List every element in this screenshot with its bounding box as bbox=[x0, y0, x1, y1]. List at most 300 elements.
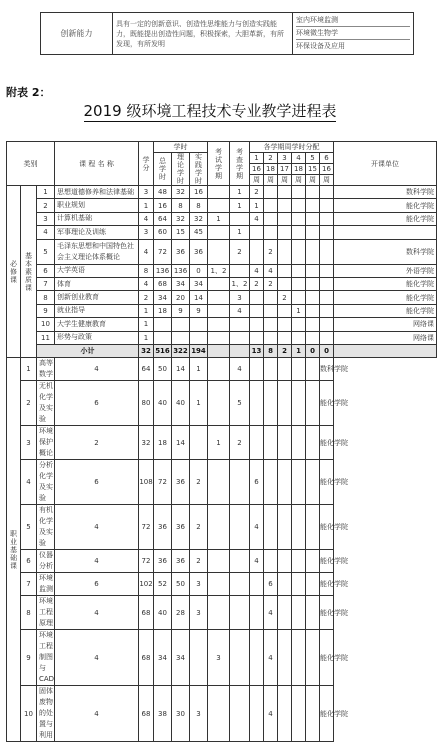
exam-term bbox=[190, 426, 208, 460]
header-course-name: 课 程 名 称 bbox=[55, 142, 139, 186]
header-practice: 实践学时 bbox=[190, 153, 208, 186]
header-term: 2 bbox=[264, 153, 278, 164]
term1: 2 bbox=[250, 277, 264, 290]
term1 bbox=[230, 630, 250, 686]
term4 bbox=[278, 358, 292, 381]
check-term bbox=[230, 264, 250, 277]
course-name: 就业指导 bbox=[55, 304, 139, 317]
theory-hours: 72 bbox=[154, 460, 172, 505]
total-hours: 68 bbox=[139, 630, 154, 686]
term1 bbox=[250, 226, 264, 239]
course-name: 体育 bbox=[55, 277, 139, 290]
term3 bbox=[278, 226, 292, 239]
term5 bbox=[292, 573, 306, 596]
course-name: 无机化学及实验 bbox=[37, 381, 55, 426]
term5 bbox=[292, 686, 306, 742]
dept: 能化学院 bbox=[334, 291, 437, 304]
term4 bbox=[292, 239, 306, 264]
row-number: 5 bbox=[37, 239, 55, 264]
credits: 4 bbox=[139, 212, 154, 225]
table-row bbox=[7, 304, 437, 317]
header-distribution: 各学期周学时分配 bbox=[250, 142, 334, 153]
practice-hours: 34 bbox=[190, 277, 208, 290]
term6 bbox=[320, 291, 334, 304]
header-weeks: 18 bbox=[292, 164, 306, 175]
total-hours: 72 bbox=[139, 505, 154, 550]
practice-hours: 8 bbox=[190, 199, 208, 212]
row-number: 4 bbox=[37, 226, 55, 239]
table-row bbox=[7, 186, 437, 199]
theory-hours: 136 bbox=[172, 264, 190, 277]
term2 bbox=[250, 573, 264, 596]
total-hours: 68 bbox=[139, 686, 154, 742]
term2 bbox=[264, 212, 278, 225]
practice-hours: 34 bbox=[172, 630, 190, 686]
credits: 3 bbox=[139, 186, 154, 199]
term1 bbox=[250, 318, 264, 331]
credits: 4 bbox=[55, 596, 139, 630]
course-name: 环境保护概论 bbox=[37, 426, 55, 460]
total-hours: 80 bbox=[139, 381, 154, 426]
row-number: 1 bbox=[37, 186, 55, 199]
exam-term: 3 bbox=[190, 596, 208, 630]
term2 bbox=[264, 199, 278, 212]
check-term: 1 bbox=[230, 199, 250, 212]
header-weeks: 16 bbox=[320, 164, 334, 175]
table-row bbox=[7, 331, 437, 344]
header-term: 4 bbox=[292, 153, 306, 164]
header-term: 6 bbox=[320, 153, 334, 164]
term3 bbox=[264, 460, 278, 505]
header-term: 3 bbox=[278, 153, 292, 164]
course-name: 固体废物的处置与利用 bbox=[37, 686, 55, 742]
header-week-unit: 周 bbox=[264, 175, 278, 186]
subtotal-row bbox=[7, 344, 437, 357]
row-number: 9 bbox=[21, 630, 37, 686]
course-name: 大学生健康教育 bbox=[55, 318, 139, 331]
row-number: 3 bbox=[37, 212, 55, 225]
subtotal-check bbox=[230, 344, 250, 357]
table-row bbox=[7, 505, 437, 550]
term2: 2 bbox=[264, 239, 278, 264]
table-row bbox=[7, 596, 437, 630]
table-row bbox=[7, 686, 437, 742]
term5 bbox=[292, 630, 306, 686]
practice-hours: 30 bbox=[172, 686, 190, 742]
theory-hours: 34 bbox=[172, 277, 190, 290]
header-check-term: 考查学期 bbox=[230, 142, 250, 186]
practice-hours: 36 bbox=[172, 550, 190, 573]
credits: 4 bbox=[139, 277, 154, 290]
total-hours: 72 bbox=[154, 239, 172, 264]
theory-hours: 36 bbox=[154, 505, 172, 550]
table-row bbox=[7, 381, 437, 426]
table-row bbox=[7, 226, 437, 239]
course-name: 环境工程制图与 CAD bbox=[37, 630, 55, 686]
term3: 4 bbox=[264, 596, 278, 630]
term4 bbox=[292, 331, 306, 344]
row-number: 10 bbox=[21, 686, 37, 742]
dept: 数科学院 bbox=[334, 186, 437, 199]
term5 bbox=[306, 291, 320, 304]
theory-hours: 40 bbox=[154, 596, 172, 630]
dept: 能化学院 bbox=[334, 212, 437, 225]
term4 bbox=[278, 596, 292, 630]
term2 bbox=[264, 331, 278, 344]
header-week-unit: 周 bbox=[250, 175, 264, 186]
exam-term: 1 bbox=[190, 358, 208, 381]
term3 bbox=[278, 239, 292, 264]
exam-term bbox=[208, 239, 230, 264]
check-term: 4 bbox=[230, 304, 250, 317]
theory-hours: 36 bbox=[154, 550, 172, 573]
practice-hours: 36 bbox=[190, 239, 208, 264]
total-hours: 32 bbox=[139, 426, 154, 460]
header-term: 1 bbox=[250, 153, 264, 164]
check-term: 3 bbox=[230, 291, 250, 304]
table-row bbox=[7, 358, 437, 381]
subtotal-t2: 8 bbox=[264, 344, 278, 357]
total-hours: 18 bbox=[154, 304, 172, 317]
table-row bbox=[7, 630, 437, 686]
table-row bbox=[7, 291, 437, 304]
dept: 数科学院 bbox=[320, 358, 334, 381]
credits: 4 bbox=[55, 686, 139, 742]
term6 bbox=[306, 686, 320, 742]
exam-term bbox=[208, 318, 230, 331]
dept: 能化学院 bbox=[334, 277, 437, 290]
dept: 能化学院 bbox=[320, 460, 334, 505]
theory-hours: 50 bbox=[154, 358, 172, 381]
competency-row bbox=[41, 13, 414, 55]
practice-hours: 14 bbox=[172, 358, 190, 381]
credits: 1 bbox=[139, 304, 154, 317]
term1 bbox=[230, 573, 250, 596]
theory-hours: 20 bbox=[172, 291, 190, 304]
table-row bbox=[7, 277, 437, 290]
header-hours: 学时 bbox=[154, 142, 208, 153]
teaching-plan-table bbox=[6, 141, 437, 742]
theory-hours: 36 bbox=[172, 239, 190, 264]
term2 bbox=[250, 381, 264, 426]
term5 bbox=[306, 239, 320, 264]
dept: 能化学院 bbox=[320, 686, 334, 742]
term3 bbox=[278, 277, 292, 290]
practice-hours: 32 bbox=[190, 212, 208, 225]
row-number: 2 bbox=[21, 381, 37, 426]
term1 bbox=[230, 460, 250, 505]
practice-hours: 36 bbox=[172, 460, 190, 505]
header-week-unit: 周 bbox=[278, 175, 292, 186]
row-number: 5 bbox=[21, 505, 37, 550]
term4 bbox=[292, 264, 306, 277]
dept: 能化学院 bbox=[320, 630, 334, 686]
term2 bbox=[264, 226, 278, 239]
term1 bbox=[250, 239, 264, 264]
theory-hours: 32 bbox=[172, 212, 190, 225]
term1: 4 bbox=[230, 358, 250, 381]
term3 bbox=[278, 186, 292, 199]
subtotal-theory: 322 bbox=[172, 344, 190, 357]
practice-hours: 28 bbox=[172, 596, 190, 630]
term3 bbox=[278, 318, 292, 331]
credits: 6 bbox=[55, 573, 139, 596]
practice-hours: 0 bbox=[190, 264, 208, 277]
term1 bbox=[230, 686, 250, 742]
competency-description: 具有一定的创新意识、创造性思维能力与创造实践能力，既能提出创造性问题，积极探索，大胆革新，有所发现，有所发明 bbox=[113, 13, 293, 55]
check-term: 1 bbox=[230, 226, 250, 239]
theory-hours bbox=[172, 318, 190, 331]
credits: 6 bbox=[55, 381, 139, 426]
term6 bbox=[320, 186, 334, 199]
term4 bbox=[278, 630, 292, 686]
term6 bbox=[306, 381, 320, 426]
term5 bbox=[306, 318, 320, 331]
subtotal-t3: 2 bbox=[278, 344, 292, 357]
row-number: 8 bbox=[21, 596, 37, 630]
course-name: 仪器分析 bbox=[37, 550, 55, 573]
course-name: 有机化学及实验 bbox=[37, 505, 55, 550]
term3 bbox=[278, 199, 292, 212]
total-hours bbox=[154, 331, 172, 344]
term4 bbox=[278, 505, 292, 550]
practice-hours bbox=[190, 331, 208, 344]
term5 bbox=[292, 550, 306, 573]
exam-term bbox=[208, 186, 230, 199]
term4 bbox=[278, 550, 292, 573]
dept: 能化学院 bbox=[334, 199, 437, 212]
subtotal-credits: 32 bbox=[139, 344, 154, 357]
table-row bbox=[7, 426, 437, 460]
term5 bbox=[306, 212, 320, 225]
table-row bbox=[7, 318, 437, 331]
required-category: 必修课 bbox=[7, 186, 21, 358]
exam-term: 3 bbox=[190, 573, 208, 596]
term6 bbox=[320, 331, 334, 344]
total-hours: 64 bbox=[154, 212, 172, 225]
term4 bbox=[278, 460, 292, 505]
row-number: 1 bbox=[21, 358, 37, 381]
check-term bbox=[230, 331, 250, 344]
term3 bbox=[278, 264, 292, 277]
row-number: 7 bbox=[21, 573, 37, 596]
term1 bbox=[230, 596, 250, 630]
term6 bbox=[306, 550, 320, 573]
total-hours: 68 bbox=[154, 277, 172, 290]
dept: 能化学院 bbox=[320, 596, 334, 630]
check-term: 1 bbox=[208, 426, 230, 460]
basic-quality-category: 基本素质课 bbox=[21, 186, 37, 358]
table-row bbox=[7, 212, 437, 225]
credits: 4 bbox=[55, 630, 139, 686]
term2: 6 bbox=[250, 460, 264, 505]
course-name: 军事理论及训练 bbox=[55, 226, 139, 239]
credits: 4 bbox=[139, 239, 154, 264]
total-hours: 16 bbox=[154, 199, 172, 212]
competency-name: 创新能力 bbox=[41, 13, 113, 55]
dept: 外语学院 bbox=[334, 264, 437, 277]
term2 bbox=[264, 291, 278, 304]
prof-basic-category: 职业基础课 bbox=[7, 358, 21, 742]
credits: 4 bbox=[55, 550, 139, 573]
check-term bbox=[208, 596, 230, 630]
term2: 4 bbox=[264, 264, 278, 277]
check-term bbox=[208, 573, 230, 596]
term2 bbox=[264, 304, 278, 317]
term4 bbox=[278, 686, 292, 742]
term1 bbox=[250, 291, 264, 304]
row-number: 4 bbox=[21, 460, 37, 505]
term5 bbox=[306, 199, 320, 212]
total-hours: 34 bbox=[154, 291, 172, 304]
subtotal-label: 小计 bbox=[37, 344, 139, 357]
term2: 4 bbox=[250, 505, 264, 550]
subtotal-exam bbox=[208, 344, 230, 357]
dept: 网络课 bbox=[334, 331, 437, 344]
term2 bbox=[250, 630, 264, 686]
row-number: 2 bbox=[37, 199, 55, 212]
term6 bbox=[306, 596, 320, 630]
exam-term bbox=[190, 630, 208, 686]
exam-term: 1 bbox=[208, 212, 230, 225]
term3 bbox=[264, 381, 278, 426]
term4 bbox=[292, 186, 306, 199]
header-total: 总学时 bbox=[154, 153, 172, 186]
course-name: 分析化学及实验 bbox=[37, 460, 55, 505]
term5 bbox=[306, 186, 320, 199]
total-hours: 108 bbox=[139, 460, 154, 505]
subtotal-total: 516 bbox=[154, 344, 172, 357]
subtotal-dept bbox=[334, 344, 437, 357]
exam-term: 2 bbox=[190, 460, 208, 505]
header-weeks: 18 bbox=[264, 164, 278, 175]
theory-hours: 15 bbox=[172, 226, 190, 239]
credits: 2 bbox=[55, 426, 139, 460]
term5 bbox=[292, 381, 306, 426]
table-row bbox=[7, 573, 437, 596]
term5 bbox=[306, 331, 320, 344]
term4 bbox=[292, 212, 306, 225]
exam-term: 1 bbox=[190, 381, 208, 426]
dept: 能化学院 bbox=[334, 304, 437, 317]
check-term bbox=[208, 505, 230, 550]
course-name: 职业规划 bbox=[55, 199, 139, 212]
term3 bbox=[264, 358, 278, 381]
term1 bbox=[230, 505, 250, 550]
term1 bbox=[250, 304, 264, 317]
term6 bbox=[320, 277, 334, 290]
table-row bbox=[7, 264, 437, 277]
dept: 能化学院 bbox=[320, 550, 334, 573]
check-term: 2 bbox=[230, 239, 250, 264]
credits: 1 bbox=[139, 199, 154, 212]
exam-term: 1、2 bbox=[208, 264, 230, 277]
row-number: 9 bbox=[37, 304, 55, 317]
practice-hours: 50 bbox=[172, 573, 190, 596]
header-credits: 学分 bbox=[139, 142, 154, 186]
dept: 能化学院 bbox=[320, 381, 334, 426]
term1: 2 bbox=[230, 426, 250, 460]
term5 bbox=[292, 596, 306, 630]
exam-term: 3 bbox=[190, 686, 208, 742]
row-number: 11 bbox=[37, 331, 55, 344]
theory-hours: 52 bbox=[154, 573, 172, 596]
check-term: 3 bbox=[208, 630, 230, 686]
subtotal-practice: 194 bbox=[190, 344, 208, 357]
header-theory: 理论学时 bbox=[172, 153, 190, 186]
dept: 能化学院 bbox=[320, 505, 334, 550]
term6 bbox=[320, 226, 334, 239]
term4 bbox=[278, 381, 292, 426]
total-hours: 72 bbox=[139, 550, 154, 573]
term3: 2 bbox=[278, 291, 292, 304]
theory-hours: 18 bbox=[154, 426, 172, 460]
total-hours: 68 bbox=[139, 596, 154, 630]
term2 bbox=[250, 358, 264, 381]
check-term bbox=[208, 381, 230, 426]
practice-hours: 9 bbox=[190, 304, 208, 317]
subtotal-t5: 0 bbox=[306, 344, 320, 357]
table-row bbox=[7, 550, 437, 573]
practice-hours: 14 bbox=[190, 291, 208, 304]
term6 bbox=[320, 212, 334, 225]
exam-term bbox=[208, 304, 230, 317]
term4 bbox=[292, 318, 306, 331]
term6 bbox=[320, 199, 334, 212]
term5 bbox=[306, 264, 320, 277]
header-category: 类别 bbox=[7, 142, 55, 186]
check-term: 1、2 bbox=[230, 277, 250, 290]
course-name: 思想道德修养和法律基础 bbox=[55, 186, 139, 199]
term2 bbox=[250, 596, 264, 630]
theory-hours bbox=[172, 331, 190, 344]
term5 bbox=[306, 226, 320, 239]
competency-table bbox=[40, 12, 414, 55]
course-name: 创新创业教育 bbox=[55, 291, 139, 304]
term6 bbox=[320, 318, 334, 331]
term6 bbox=[320, 264, 334, 277]
credits: 4 bbox=[55, 358, 139, 381]
term2: 4 bbox=[250, 550, 264, 573]
term1: 1 bbox=[250, 199, 264, 212]
course-name: 大学英语 bbox=[55, 264, 139, 277]
table-row bbox=[7, 460, 437, 505]
theory-hours: 40 bbox=[154, 381, 172, 426]
term1 bbox=[250, 331, 264, 344]
dept: 能化学院 bbox=[320, 573, 334, 596]
dept: 数科学院 bbox=[334, 239, 437, 264]
dept bbox=[334, 226, 437, 239]
competency-course: 环境微生物学 bbox=[296, 27, 410, 40]
term3: 4 bbox=[264, 630, 278, 686]
header-row bbox=[7, 142, 437, 153]
exam-term bbox=[208, 199, 230, 212]
exam-term bbox=[208, 226, 230, 239]
header-week-unit: 周 bbox=[320, 175, 334, 186]
term3 bbox=[264, 426, 278, 460]
competency-course: 环保设备及应用 bbox=[296, 42, 345, 50]
check-term bbox=[230, 318, 250, 331]
credits: 4 bbox=[55, 505, 139, 550]
credits: 6 bbox=[55, 460, 139, 505]
credits: 8 bbox=[139, 264, 154, 277]
theory-hours: 32 bbox=[172, 186, 190, 199]
row-number: 6 bbox=[21, 550, 37, 573]
term4 bbox=[278, 573, 292, 596]
term4 bbox=[292, 226, 306, 239]
term6 bbox=[306, 358, 320, 381]
total-hours: 64 bbox=[139, 358, 154, 381]
